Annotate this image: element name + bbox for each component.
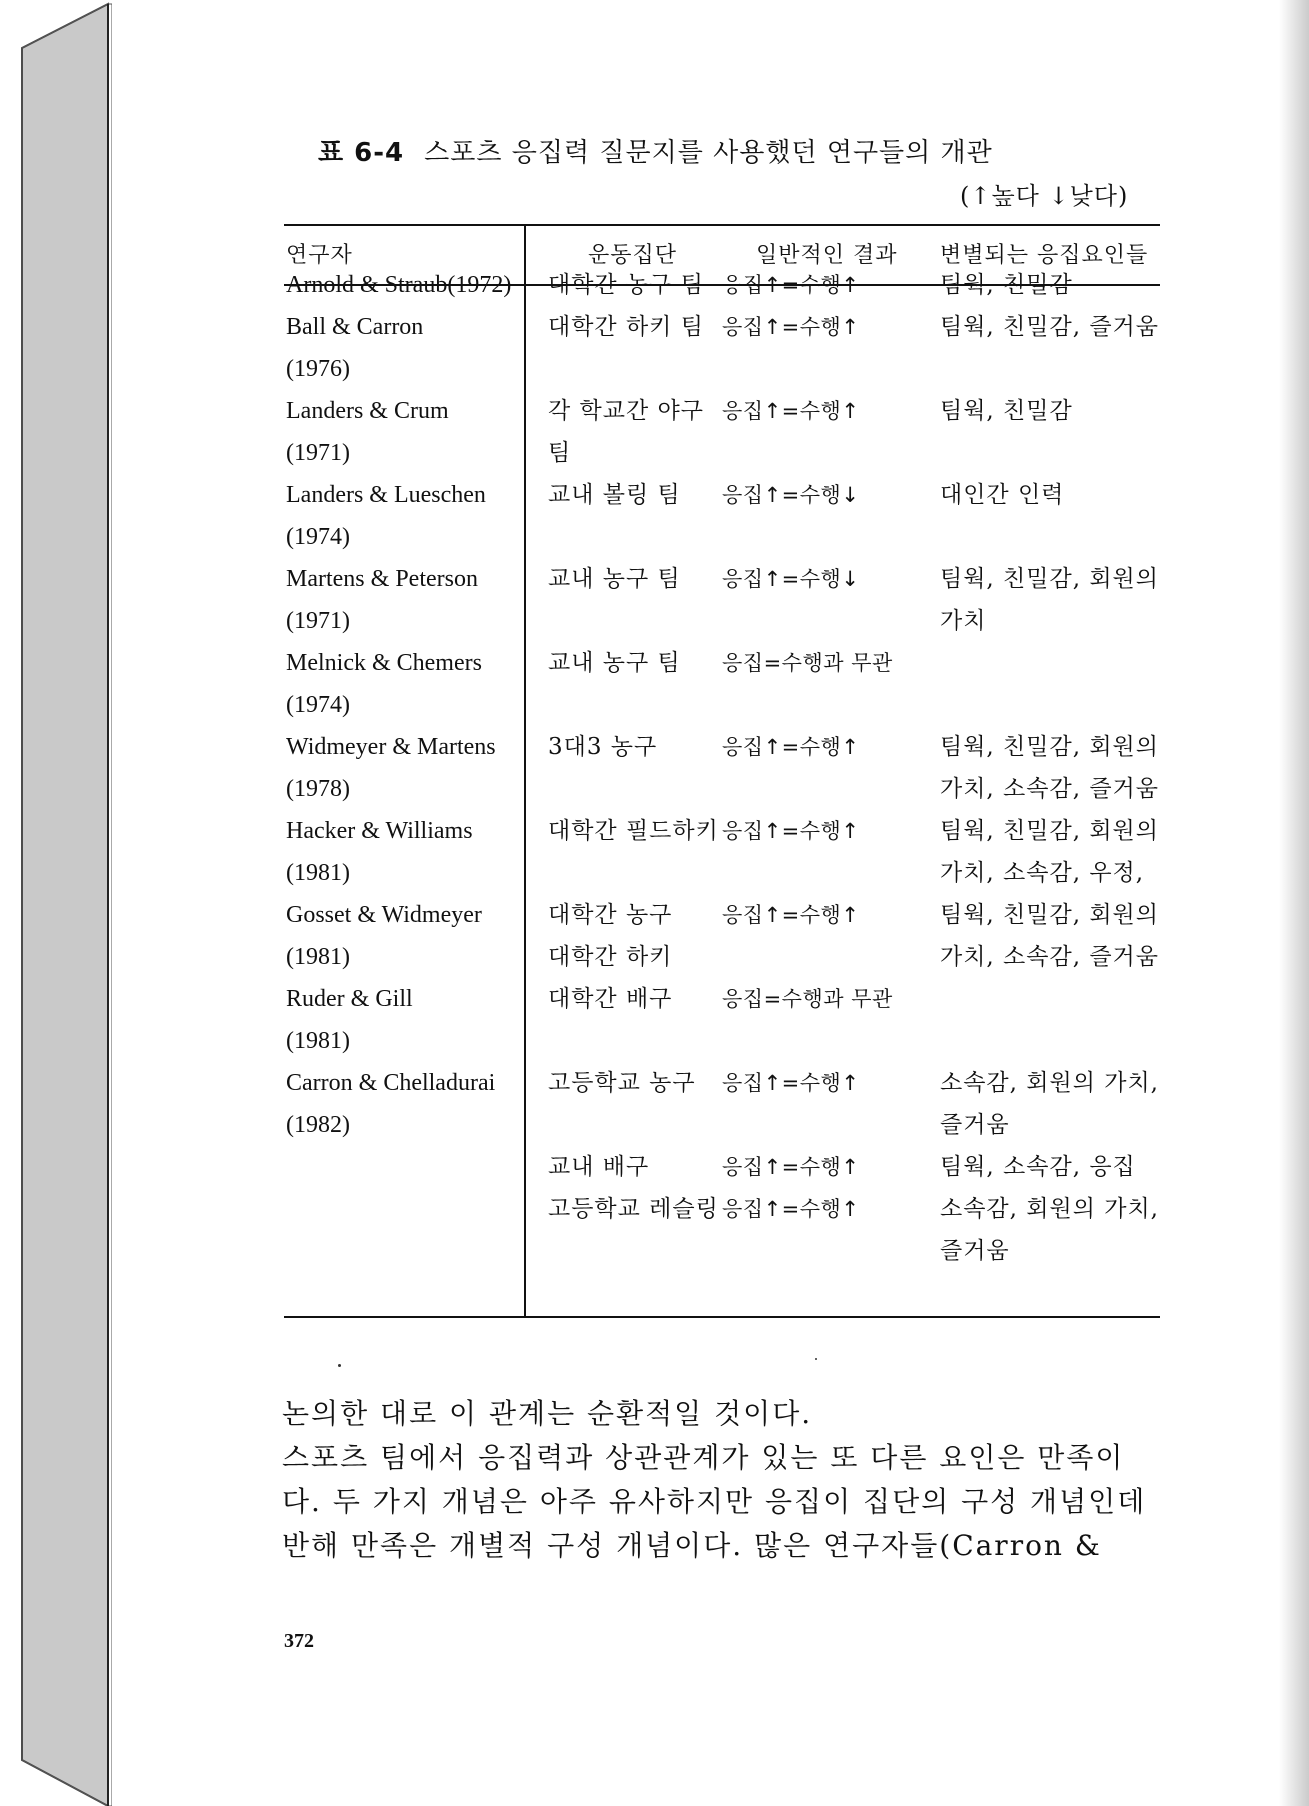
cell-factors: 팀웍, 소속감, 응집 bbox=[940, 1154, 1136, 1180]
cell-group: 대학간 배구 bbox=[548, 986, 673, 1012]
table-caption-title: 스포츠 응집력 질문지를 사용했던 연구들의 개관 bbox=[424, 138, 993, 168]
cell-researcher: (1981) bbox=[286, 1028, 350, 1054]
header-researcher: 연구자 bbox=[286, 243, 353, 268]
cell-researcher: (1976) bbox=[286, 356, 350, 382]
header-group: 운동집단 bbox=[588, 243, 678, 268]
cell-result: 응집↑=수행↑ bbox=[722, 903, 860, 927]
body-line-4: 반해 만족은 개별적 구성 개념이다. 많은 연구자들(Carron & bbox=[282, 1529, 1102, 1562]
cell-group: 대학간 하키 bbox=[548, 944, 673, 970]
cell-group: 교내 볼링 팀 bbox=[548, 482, 681, 508]
page-number: 372 bbox=[284, 1630, 314, 1652]
cell-group: 고등학교 농구 bbox=[548, 1070, 696, 1096]
table-caption-number: 표 6-4 bbox=[318, 138, 405, 168]
cell-factors: 팀웍, 친밀감, 회원의 bbox=[940, 818, 1159, 844]
scan-speck bbox=[815, 1358, 817, 1360]
cell-result: 응집↑=수행↓ bbox=[722, 483, 860, 507]
cell-result: 응집↑=수행↑ bbox=[722, 399, 860, 423]
research-table bbox=[284, 224, 1160, 1318]
cell-researcher: (1974) bbox=[286, 524, 350, 550]
book-spine bbox=[0, 0, 112, 1806]
cell-researcher: Arnold & Straub(1972) bbox=[286, 272, 512, 298]
cell-researcher: (1981) bbox=[286, 944, 350, 970]
cell-researcher: Martens & Peterson bbox=[286, 566, 478, 592]
cell-factors: 팀웍, 친밀감, 즐거움 bbox=[940, 314, 1159, 340]
cell-group: 3대3 농구 bbox=[548, 734, 658, 760]
cell-factors: 대인간 인력 bbox=[940, 482, 1065, 508]
cell-result: 응집↑=수행↓ bbox=[722, 567, 860, 591]
cell-result: 응집↑=수행↑ bbox=[722, 273, 860, 297]
cell-researcher: (1971) bbox=[286, 608, 350, 634]
cell-researcher: Landers & Lueschen bbox=[286, 482, 486, 508]
cell-factors: 소속감, 회원의 가치, bbox=[940, 1070, 1159, 1096]
cell-factors: 팀웍, 친밀감, 회원의 bbox=[940, 734, 1159, 760]
cell-factors: 팀웍, 친밀감 bbox=[940, 272, 1073, 298]
table-bottom-rule bbox=[284, 1316, 1160, 1318]
cell-group: 대학간 농구 팀 bbox=[548, 272, 704, 298]
cell-factors: 팀웍, 친밀감 bbox=[940, 398, 1073, 424]
cell-result: 응집↑=수행↑ bbox=[722, 1071, 860, 1095]
body-line-3: 다. 두 가지 개념은 아주 유사하지만 응집이 집단의 구성 개념인데 bbox=[282, 1485, 1147, 1518]
cell-result: 응집↑=수행↑ bbox=[722, 315, 860, 339]
cell-factors: 가치 bbox=[940, 608, 987, 634]
body-line-2: 스포츠 팀에서 응집력과 상관관계가 있는 또 다른 요인은 만족이 bbox=[282, 1441, 1125, 1474]
body-line-1: 논의한 대로 이 관계는 순환적일 것이다. bbox=[282, 1397, 813, 1430]
cell-group: 대학간 농구 bbox=[548, 902, 673, 928]
cell-result: 응집=수행과 무관 bbox=[722, 987, 893, 1011]
cell-group: 대학간 필드하키 bbox=[548, 818, 719, 844]
cell-researcher: Carron & Chelladurai bbox=[286, 1070, 496, 1096]
table-legend: (↑높다 ↓낮다) bbox=[960, 182, 1129, 210]
cell-researcher: Melnick & Chemers bbox=[286, 650, 482, 676]
cell-factors: 소속감, 회원의 가치, bbox=[940, 1196, 1159, 1222]
cell-researcher: Ball & Carron bbox=[286, 314, 424, 340]
cell-group: 교내 배구 bbox=[548, 1154, 650, 1180]
cell-group: 고등학교 레슬링 bbox=[548, 1196, 719, 1222]
table-column-divider bbox=[524, 224, 526, 1318]
cell-factors: 가치, 소속감, 즐거움 bbox=[940, 944, 1159, 970]
header-factors: 변별되는 응집요인들 bbox=[940, 243, 1149, 268]
cell-researcher: (1971) bbox=[286, 440, 350, 466]
cell-researcher: (1982) bbox=[286, 1112, 350, 1138]
cell-group: 팀 bbox=[548, 440, 572, 466]
header-result: 일반적인 결과 bbox=[756, 243, 898, 268]
cell-researcher: Ruder & Gill bbox=[286, 986, 413, 1012]
cell-factors: 가치, 소속감, 즐거움 bbox=[940, 776, 1159, 802]
cell-researcher: (1978) bbox=[286, 776, 350, 802]
table-caption bbox=[318, 132, 993, 169]
cell-group: 교내 농구 팀 bbox=[548, 650, 681, 676]
page-edge-shadow bbox=[1279, 0, 1309, 1806]
cell-group: 각 학교간 야구 bbox=[548, 398, 704, 424]
scan-speck bbox=[338, 1364, 341, 1367]
cell-factors: 팀웍, 친밀감, 회원의 bbox=[940, 902, 1159, 928]
cell-researcher: Landers & Crum bbox=[286, 398, 449, 424]
cell-researcher: (1974) bbox=[286, 692, 350, 718]
cell-group: 대학간 하키 팀 bbox=[548, 314, 704, 340]
cell-researcher: Gosset & Widmeyer bbox=[286, 902, 482, 928]
cell-factors: 팀웍, 친밀감, 회원의 bbox=[940, 566, 1159, 592]
cell-researcher: (1981) bbox=[286, 860, 350, 886]
cell-factors: 즐거움 bbox=[940, 1238, 1010, 1264]
cell-researcher: Hacker & Williams bbox=[286, 818, 473, 844]
cell-group: 교내 농구 팀 bbox=[548, 566, 681, 592]
cell-result: 응집↑=수행↑ bbox=[722, 1155, 860, 1179]
table-top-rule bbox=[284, 224, 1160, 226]
cell-researcher: Widmeyer & Martens bbox=[286, 734, 496, 760]
cell-result: 응집↑=수행↑ bbox=[722, 735, 860, 759]
cell-result: 응집↑=수행↑ bbox=[722, 1197, 860, 1221]
cell-factors: 가치, 소속감, 우정, bbox=[940, 860, 1145, 886]
cell-result: 응집↑=수행↑ bbox=[722, 819, 860, 843]
cell-result: 응집=수행과 무관 bbox=[722, 651, 893, 675]
cell-factors: 즐거움 bbox=[940, 1112, 1010, 1138]
